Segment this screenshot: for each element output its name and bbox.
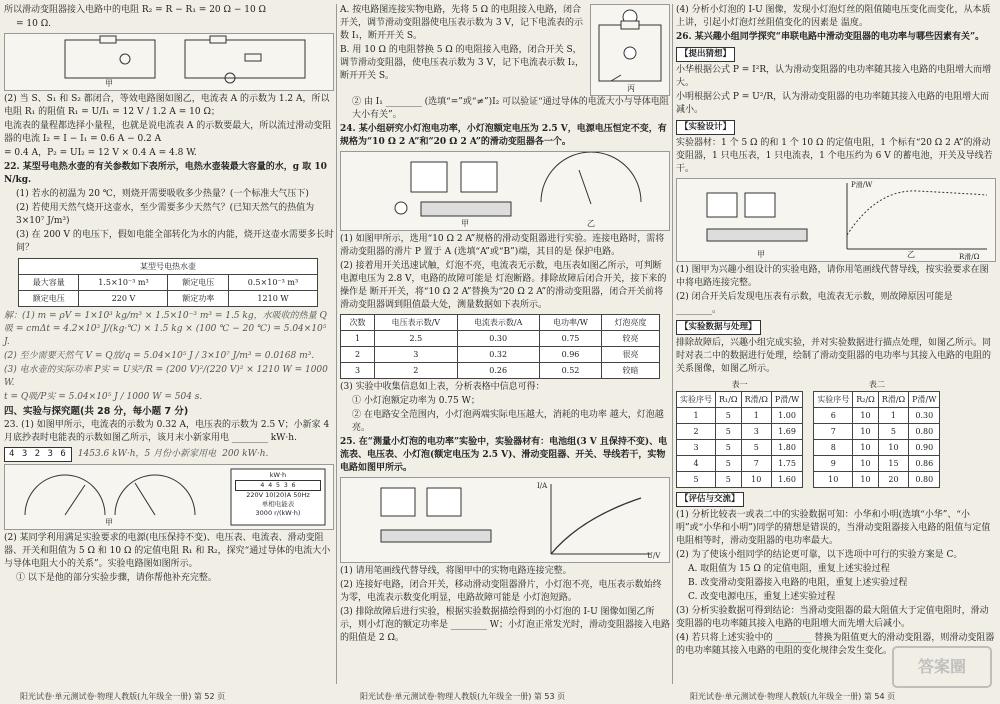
text-line: 实验器材：1 个 5 Ω 的和 1 个 10 Ω 的定值电阻，1 个标有“20 Ω 2 A”的滑动变阻器，1 只电压表，1 只电流表，1 个电压约为 6 V 的蓄电池，开关及导线若干。 [676,138,993,174]
option-a: A. 取阻值为 15 Ω 的定值电阻，重复上述实验过程 [688,564,890,574]
table-cell: 3 [677,440,716,456]
table-cell: 10 [853,472,879,488]
data-tables [676,378,996,488]
circuit-figure-jia-yi [4,33,334,91]
table-row [814,440,940,456]
sub-question: ① 以下是他的部分实验步骤，请你帮他补充完整。 [16,573,217,583]
circuit-figure-bing [590,4,670,96]
sub-question: (2) 连接好电路，闭合开关，移动滑动变阻器滑片，小灯泡不亮，电压表示数始终为零，电流表示数变化明显，电路故障可能是 小灯泡短路。 [340,580,662,603]
section-tag: 【实验设计】 [676,120,735,135]
table-cell: 1 [741,408,771,424]
table-cell: 10 [878,440,908,456]
table-header: R滑/Ω [878,392,908,408]
table-cell: 10 [853,424,879,440]
table-cell: 0.96 [539,347,601,363]
apparatus-and-power-graph [677,179,995,261]
table-cell: 0.30 [457,331,539,347]
table-cell: 额定电压 [168,275,228,291]
figure-caption: 甲 [105,79,113,88]
table-title: 某型号电热水壶 [19,259,318,275]
figure-caption: 甲 [105,518,113,527]
text-line: 小明根据公式 P = U²/R，认为滑动变阻器的电功率随其接入电路的电阻增大而减小。 [676,92,990,115]
table-cell: 1.5×10⁻³ m³ [79,275,168,291]
meter-digits: 4 3 2 3 6 [4,447,72,462]
meter-rev: 3000 r/(kW·h) [255,509,301,517]
table-cell: 3 [375,347,457,363]
table-cell: 较亮 [602,331,660,347]
table-cell: 额定电压 [19,291,79,307]
figure-caption: 丙 [627,84,635,93]
table-cell: 10 [853,408,879,424]
table-cell: 2 [341,347,375,363]
column-divider [672,4,673,684]
meter-label: 单相电能表 [261,500,295,508]
table-cell: 9 [814,456,853,472]
solution-line: 解：(1) m = ρV = 1×10³ kg/m³ × 1.5×10⁻³ m³ = 1.5 kg，水吸收的热量 Q吸 = cmΔt = 4.2×10³ J/(kg·℃) × 1.5 kg × (100 ℃ − 20 ℃) = 5.04×10⁵ J. [4,311,327,347]
section-tag: 【评估与交流】 [676,492,744,507]
table-header: 电压表示数/V [375,315,457,331]
table-header: R滑/Ω [741,392,771,408]
table-cell: 0.32 [457,347,539,363]
table-cell: 2 [375,363,457,379]
table-header: R₁/Ω [716,392,742,408]
table-cell: 15 [878,456,908,472]
table-row [814,456,940,472]
table-cell: 8 [814,440,853,456]
sub-question: (1) 如图甲所示，选用“10 Ω 2 A”规格的滑动变阻器进行实验。连接电路时，需将滑动变阻器的滑片 P 置于 A (选填“A”或“B”)端，其目的是 保护电路。 [340,234,665,257]
table-cell: 最大容量 [19,275,79,291]
table-cell: 较暗 [602,363,660,379]
answer-text: ② 在电路安全范围内，小灯泡两端实际电压越大，消耗的电功率 越大，灯泡越亮。 [352,410,664,433]
table-cell: 1 [677,408,716,424]
table-header: 电流表示数/A [457,315,539,331]
table-cell: 5 [716,424,742,440]
energy-meter [235,471,321,518]
solution-line: t = Q吸/P实 = 5.04×10⁵ J / 1000 W = 504 s. [4,392,203,402]
table-cell: 10 [853,456,879,472]
apparatus-and-iu-graph [341,478,669,562]
table-row [677,456,803,472]
text-line: (2) 为了使该小组同学的结论更可靠，以下选项中可行的实验方案是 C。 [676,550,963,560]
meter-unit: kW·h [269,471,287,479]
column-divider [336,4,337,684]
table-row [677,472,803,488]
table-row [19,291,318,307]
page-footer: 阳光试卷·单元测试卷·物理人教版(九年级全一册) 第 52 页 [20,692,226,701]
table-cell: 20 [878,472,908,488]
text-line: (1) 图甲为兴趣小组设计的实验电路，请你用笔画线代替导线，按实验要求在图中将电路连接完整。 [676,265,989,288]
section-tag: 【提出猜想】 [676,47,735,62]
table-row [677,408,803,424]
text-line: (4) 若只将上述实验中的 ________ 替换为阻值更大的滑动变阻器，则滑动变阻器的电功率随其接入电路的电阻的变化规律会发生变化。 [676,633,995,656]
table-cell: 7 [814,424,853,440]
text-line: (2) 当 S、S₁ 和 S₂ 都闭合，等效电路图如图乙，电流表 A 的示数为 1.2 A，所以电阻 R₁ 的阻值 R₁ = U/I₁ = 12 V / 1.2 A = 10 Ω； [4,94,330,117]
table-title: 表一 [731,380,748,389]
table-cell: 5 [716,408,742,424]
page-footer: 阳光试卷·单元测试卷·物理人教版(九年级全一册) 第 54 页 [690,692,896,701]
text-line: 排除故障后，兴趣小组完成实验，并对实验数据进行描点处理，如图乙所示。同时对表二中的数据进行处理，绘制了滑动变阻器的电功率与其接入电路的电阻的关系图像，如图乙所示。 [676,338,992,374]
table-one [676,391,803,488]
table-header: 实验序号 [677,392,716,408]
text-line: (3) 分析实验数据可得到结论：当滑动变阻器的最大阻值大于定值电阻时，滑动变阻器的电功率随其接入电路的电阻增大而先增大后减小。 [676,606,989,629]
table-row [19,275,318,291]
table-cell: 很亮 [602,347,660,363]
table-cell: 1 [878,408,908,424]
table-row [341,347,660,363]
sub-question: (2) 某同学利用满足实验要求的电源(电压保持不变)、电压表、电流表、滑动变阻器、开关和阻值为 5 Ω 和 10 Ω 的定值电阻 R₁ 和 R₂，探究“通过导体的电流大小与导体电阻大小的关系”。实验电路图如图所示。 [4,533,331,569]
text-line: (4) 分析小灯泡的 I-U 图像，发现小灯泡灯丝的阻值随电压变化而变化，从本质上讲，引起小灯泡灯丝阻值变化的因素是 温度。 [676,5,991,28]
text-line: 电流表的量程都选择小量程，也就是说电流表 A 的示数要最大，所以流过滑动变阻器的电流 I₂ = I − I₁ = 0.6 A − 0.2 A [4,121,332,144]
experiment-figure-26 [676,178,996,262]
question-22: 22. 某型号电热水壶的有关参数如下表所示，电热水壶装最大容量的水，g 取 10 N/kg. [4,162,327,185]
table-title: 表二 [868,380,885,389]
answer-text: ① 小灯泡额定功率为 0.75 W； [352,396,480,406]
table-cell: 220 V [79,291,168,307]
table-header: P滑/W [909,392,940,408]
sub-question: (1) 若水的初温为 20 ℃，则烧开需要吸收多少热量？(一个标准大气压下) [16,189,309,199]
step-text: A. 按电路图连接实物电路，先将 5 Ω 的电阻接入电路，闭合开关，调节滑动变阻器使电压表示数为 3 V，记下电流表的示数 I₁，断开开关 S。 [340,5,583,41]
table-header: R₂/Ω [853,392,879,408]
axis-label: U/V [647,552,661,560]
table-cell: 5 [716,456,742,472]
table-cell: 0.90 [909,440,940,456]
text-line: 所以滑动变阻器接入电路中的电阻 R₂ = R − R₁ = 20 Ω − 10 Ω [4,5,267,15]
text-line: = 10 Ω. [16,19,52,29]
steps-with-figure [340,4,670,96]
experiment-figure-25 [340,477,670,563]
table-row [677,440,803,456]
step-text: ② 由 I₁ ________ (选填“=”或“≠”)I₂ 可以验证“通过导体的电流大小与导体电阻大小有关”。 [352,97,669,120]
question-25: 25. 在“测量小灯泡的电功率”实验中，实验器材有：电池组(3 V 且保持不变)、电流表、电压表、小灯泡(额定电压为 2.5 V)、滑动变阻器、开关、导线若干，实物电路如图甲所示。 [340,437,668,473]
solution-line: (3) 电水壶的实际功率 P实 = U实²/R = (200 V)²/(220 V)² × 1210 W = 1000 W. [4,365,328,388]
text-line: (2) 闭合开关后发现电压表有示数，电流表无示数，则故障原因可能是 ________。 [676,292,953,315]
experiment-figure-24 [340,151,670,231]
sub-question: (3) 排除故障后进行实验，根据实验数据描绘得到的小灯泡的 I-U 图像如图乙所示，则小灯泡的额定功率是 ________ W；小灯泡正常发光时，滑动变阻器接入电路的阻值是 2 Ω。 [340,607,670,643]
table-cell: 1.60 [771,472,802,488]
table-cell: 10 [853,440,879,456]
table-cell: 5 [677,472,716,488]
table-cell: 1.80 [771,440,802,456]
table-cell: 0.80 [909,424,940,440]
table-cell: 1 [341,331,375,347]
table-header: 电功率/W [539,315,601,331]
figure-caption: 乙 [587,219,595,228]
table-cell: 10 [814,472,853,488]
meter-row [4,447,334,462]
table-cell: 6 [814,408,853,424]
solution-line: (2) 至少需要天然气 V = Q放/q = 5.04×10⁵ J / 3×10⁷ J/m³ = 0.0168 m³. [4,351,315,361]
table-cell: 4 [677,456,716,472]
text-line: 小华根据公式 P = I²R，认为滑动变阻器的电功率随其接入电路的电阻增大而增大。 [676,65,992,88]
table-cell: 5 [741,440,771,456]
kettle-spec-table [18,258,318,307]
sub-question: (1) 请用笔画线代替导线，将图甲中的实物电路连接完整。 [340,566,572,576]
meter-figures [4,464,334,530]
table-row [341,363,660,379]
table-header-row [341,315,660,331]
table-cell: 0.52 [539,363,601,379]
option-b: B. 改变滑动变阻器接入电路的电阻，重复上述实验过程 [688,578,908,588]
axis-label: R滑/Ω [959,253,980,261]
sub-question: (3) 在 200 V 的电压下，假如电能全部转化为水的内能，烧开这壶水需要多长时间？ [16,230,334,253]
watermark-stamp: 答案圈 [892,646,992,688]
meter-spec: 220V 10(20)A 50Hz [246,491,310,499]
table-cell: 0.5×10⁻³ m³ [228,275,317,291]
table-header: P滑/W [771,392,802,408]
axis-label: I/A [537,482,548,490]
table-cell: 3 [741,424,771,440]
table-cell: 2 [677,424,716,440]
page-footer: 阳光试卷·单元测试卷·物理人教版(九年级全一册) 第 53 页 [360,692,566,701]
question-24: 24. 某小组研究小灯泡电功率，小灯泡额定电压为 2.5 V，电源电压恒定不变，有规格为“10 Ω 2 A”和“20 Ω 2 A”的滑动变阻器各一个。 [340,124,667,147]
table-cell: 额定功率 [168,291,228,307]
table-cell: 3 [341,363,375,379]
table-cell: 1.69 [771,424,802,440]
sub-question: (3) 实验中收集信息如上表，分析表格中信息可得： [340,382,545,392]
table-cell: 0.86 [909,456,940,472]
table-header: 次数 [341,315,375,331]
text-line: = 0.4 A，P₂ = UI₂ = 12 V × 0.4 A = 4.8 W. [4,148,197,158]
table-row [814,424,940,440]
figure-caption: 乙 [907,250,915,259]
table-header: 灯泡亮度 [602,315,660,331]
table-cell: 0.80 [909,472,940,488]
table-cell: 5 [716,440,742,456]
figure-caption: 甲 [461,219,469,228]
circuit-diagram [5,34,333,90]
section-heading: 四、实验与探究题(共 28 分，每小题 7 分) [4,406,189,417]
step-text: B. 用 10 Ω 的电阻替换 5 Ω 的电阻接入电路，闭合开关 S，调节滑动变阻器，使电压表示数为 3 V，记下电流表示数 I₂，断开开关 S。 [340,45,584,81]
table-cell: 1.75 [771,456,802,472]
table-cell: 5 [878,424,908,440]
table-cell: 10 [741,472,771,488]
table-cell: 1.00 [771,408,802,424]
table-cell: 7 [741,456,771,472]
option-c: C. 改变电源电压，重复上述实验过程 [688,592,836,602]
sub-question: (2) 若使用天然气烧开这壶水，至少需要多少天然气？(已知天然气的热值为 3×10⁷ J/m³) [16,203,315,226]
figure-caption: 甲 [757,250,765,259]
text-line: (1) 分析比较表一或表二中的实验数据可知：小华和小明(选填“小华”、“小明”或“小华和小明”)同学的猜想是错误的，当滑动变阻器接入电路的阻值与定值电阻相等时，滑动变阻器的电功率最大。 [676,510,991,546]
lamp-data-table [340,314,660,379]
table-row [341,331,660,347]
column-middle [340,4,670,646]
axis-label: P滑/W [851,181,873,189]
table-row [814,408,940,424]
answer-text: 1453.6 kW·h，5 月份小新家用电 [77,449,217,459]
answer-text: 200 kW·h. [222,449,269,459]
table-two [813,391,940,488]
column-right [676,4,996,659]
table-cell: 2.5 [375,331,457,347]
table-cell: 0.26 [457,363,539,379]
sub-question: (2) 接着用开关迅速试触，灯泡不亮，电流表无示数，电压表如图乙所示，可判断电源电压为 2.8 V，电路的故障可能是 灯泡断路。排除故障后闭合开关，接下来的操作是 断开开关，将“10 Ω 2 A”替换为“20 Ω 2 A”的滑动变阻器，闭合开关前将滑动变阻器调到阻值最大处，测量数据如下表所示。 [340,261,667,310]
table-cell: 1210 W [228,291,317,307]
question-23: 23. (1) 如图甲所示，电流表的示数为 0.32 A，电压表的示数为 2.5 V；小新家 4 月底抄表时电能表的示数如图乙所示，该月末小新家用电 ________ kW·h. [4,420,330,443]
question-26: 26. 某兴趣小组同学探究“串联电路中滑动变阻器的电功率与哪些因素有关”。 [676,32,985,42]
table-cell: 0.75 [539,331,601,347]
table-row [814,472,940,488]
apparatus-diagram [341,152,669,230]
table-row [677,424,803,440]
column-left [4,4,334,586]
table-cell: 0.30 [909,408,940,424]
table-header: 实验序号 [814,392,853,408]
meter-reading: 4 4 5 3 6 [235,480,321,491]
section-tag: 【实验数据与处理】 [676,320,761,335]
table-cell: 5 [716,472,742,488]
